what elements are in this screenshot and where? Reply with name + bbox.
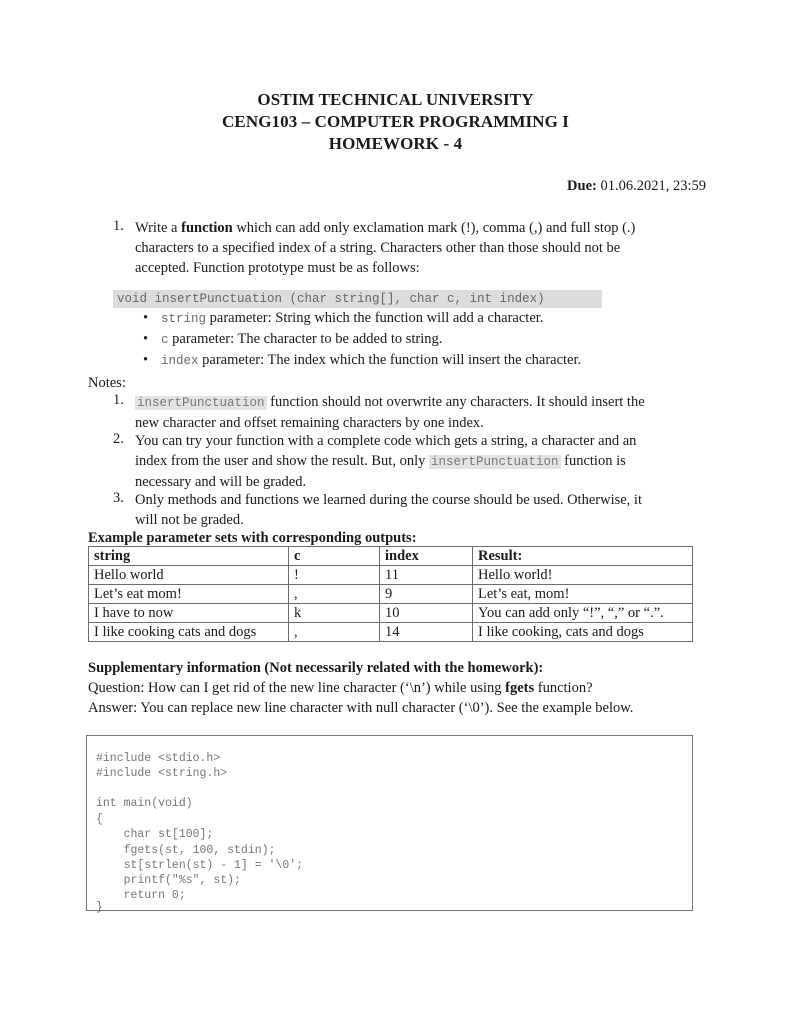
note-1-a: function should not overwrite any characters. It should insert the [266,394,645,410]
note-2 [135,431,705,492]
table-row [89,566,693,585]
table-cell: 11 [380,566,473,585]
table-cell: 9 [380,585,473,604]
table-cell: Let’s eat, mom! [473,585,693,604]
table-cell: Hello world! [473,566,693,585]
table-title: Example parameter sets with corresponding outputs: [88,530,417,546]
code-line: fgets(st, 100, stdin); [96,844,276,857]
notes-title: Notes: [88,375,126,391]
code-line: } [96,901,103,914]
table-cell: ! [289,566,380,585]
q1-text-bold: function [181,220,233,236]
table-row [89,623,693,642]
due-label: Due: [567,178,597,194]
note-1-b: new character and offset remaining characters by one index. [135,415,484,431]
code-line: char st[100]; [96,828,214,841]
note-2-code: insertPunctuation [430,455,559,469]
table-cell: Let’s eat mom! [89,585,289,604]
q1-text [135,218,695,278]
param-code: index [161,354,199,368]
due-date [567,178,706,195]
doc-title-homework: HOMEWORK - 4 [328,134,463,153]
supp-question-bold: fgets [505,680,535,696]
bullet-icon: • [143,352,149,368]
example-table [88,546,693,642]
table-row [89,585,693,604]
table-cell: , [289,585,380,604]
supp-answer: Answer: You can replace new line character with null character (‘\0’). See the example below. [88,700,634,716]
code-line: #include <stdio.h> [96,752,221,765]
doc-title-course: CENG103 – COMPUTER PROGRAMMING I [222,112,569,131]
note-2-b1: index from the user and show the result. But, only [135,453,429,469]
table-row [89,604,693,623]
code-line: { [96,813,103,826]
table-header-row [89,547,693,566]
table-cell: 14 [380,623,473,642]
param-text: parameter: String which the function will add a character. [206,310,544,326]
note-3 [135,490,705,530]
param-code: string [161,312,207,326]
due-value: 01.06.2021, 23:59 [596,178,706,194]
param-code: c [161,333,169,347]
table-cell: 10 [380,604,473,623]
code-line: int main(void) [96,797,193,810]
code-line: return 0; [96,889,186,902]
q1-text-a: Write a [135,220,182,236]
table-header-cell: index [380,547,473,566]
note-1-code: insertPunctuation [137,396,265,410]
supp-title: Supplementary information (Not necessarily related with the homework): [88,660,544,676]
doc-title-university: OSTIM TECHNICAL UNIVERSITY [257,90,534,109]
param-text: parameter: The character to be added to string. [168,331,443,347]
table-header-cell: c [289,547,380,566]
table-cell: I like cooking, cats and dogs [473,623,693,642]
note-2-b2: function is [560,453,626,469]
code-line: #include <string.h> [96,767,228,780]
note-3-a: Only methods and functions we learned during the course should be used. Otherwise, it [135,492,642,508]
note-2-a: You can try your function with a complete code which gets a string, a character and an [135,433,637,449]
table-cell: , [289,623,380,642]
q1-number: 1. [113,218,124,234]
q1-line2: characters to a specified index of a string. Characters other than those should not be [135,240,621,256]
q1-text-b: which can add only exclamation mark (!), comma (,) and full stop (.) [232,220,636,236]
table-cell: k [289,604,380,623]
note-1-number: 1. [113,392,124,408]
table-cell: I like cooking cats and dogs [89,623,289,642]
table-cell: I have to now [89,604,289,623]
note-3-number: 3. [113,490,124,506]
table-header-cell: string [89,547,289,566]
note-1 [135,392,705,433]
code-line: st[strlen(st) - 1] = '\0'; [96,859,304,872]
bullet-icon: • [143,331,149,347]
note-2-number: 2. [113,431,124,447]
supp-question-b: function? [534,680,593,696]
note-2-c: necessary and will be graded. [135,474,307,490]
table-cell: Hello world [89,566,289,585]
note-3-b: will not be graded. [135,512,244,528]
supp-question-a: Question: How can I get rid of the new line character (‘\n’) while using [88,680,506,696]
table-cell: You can add only “!”, “,” or “.”. [473,604,693,623]
table-header-cell: Result: [473,547,693,566]
q1-line3: accepted. Function prototype must be as follows: [135,260,420,276]
bullet-icon: • [143,310,149,326]
supp-question [88,678,593,698]
function-prototype: void insertPunctuation (char string[], char c, int index) [113,290,602,308]
param-text: parameter: The index which the function will insert the character. [198,352,582,368]
code-line: printf("%s", st); [96,874,241,887]
